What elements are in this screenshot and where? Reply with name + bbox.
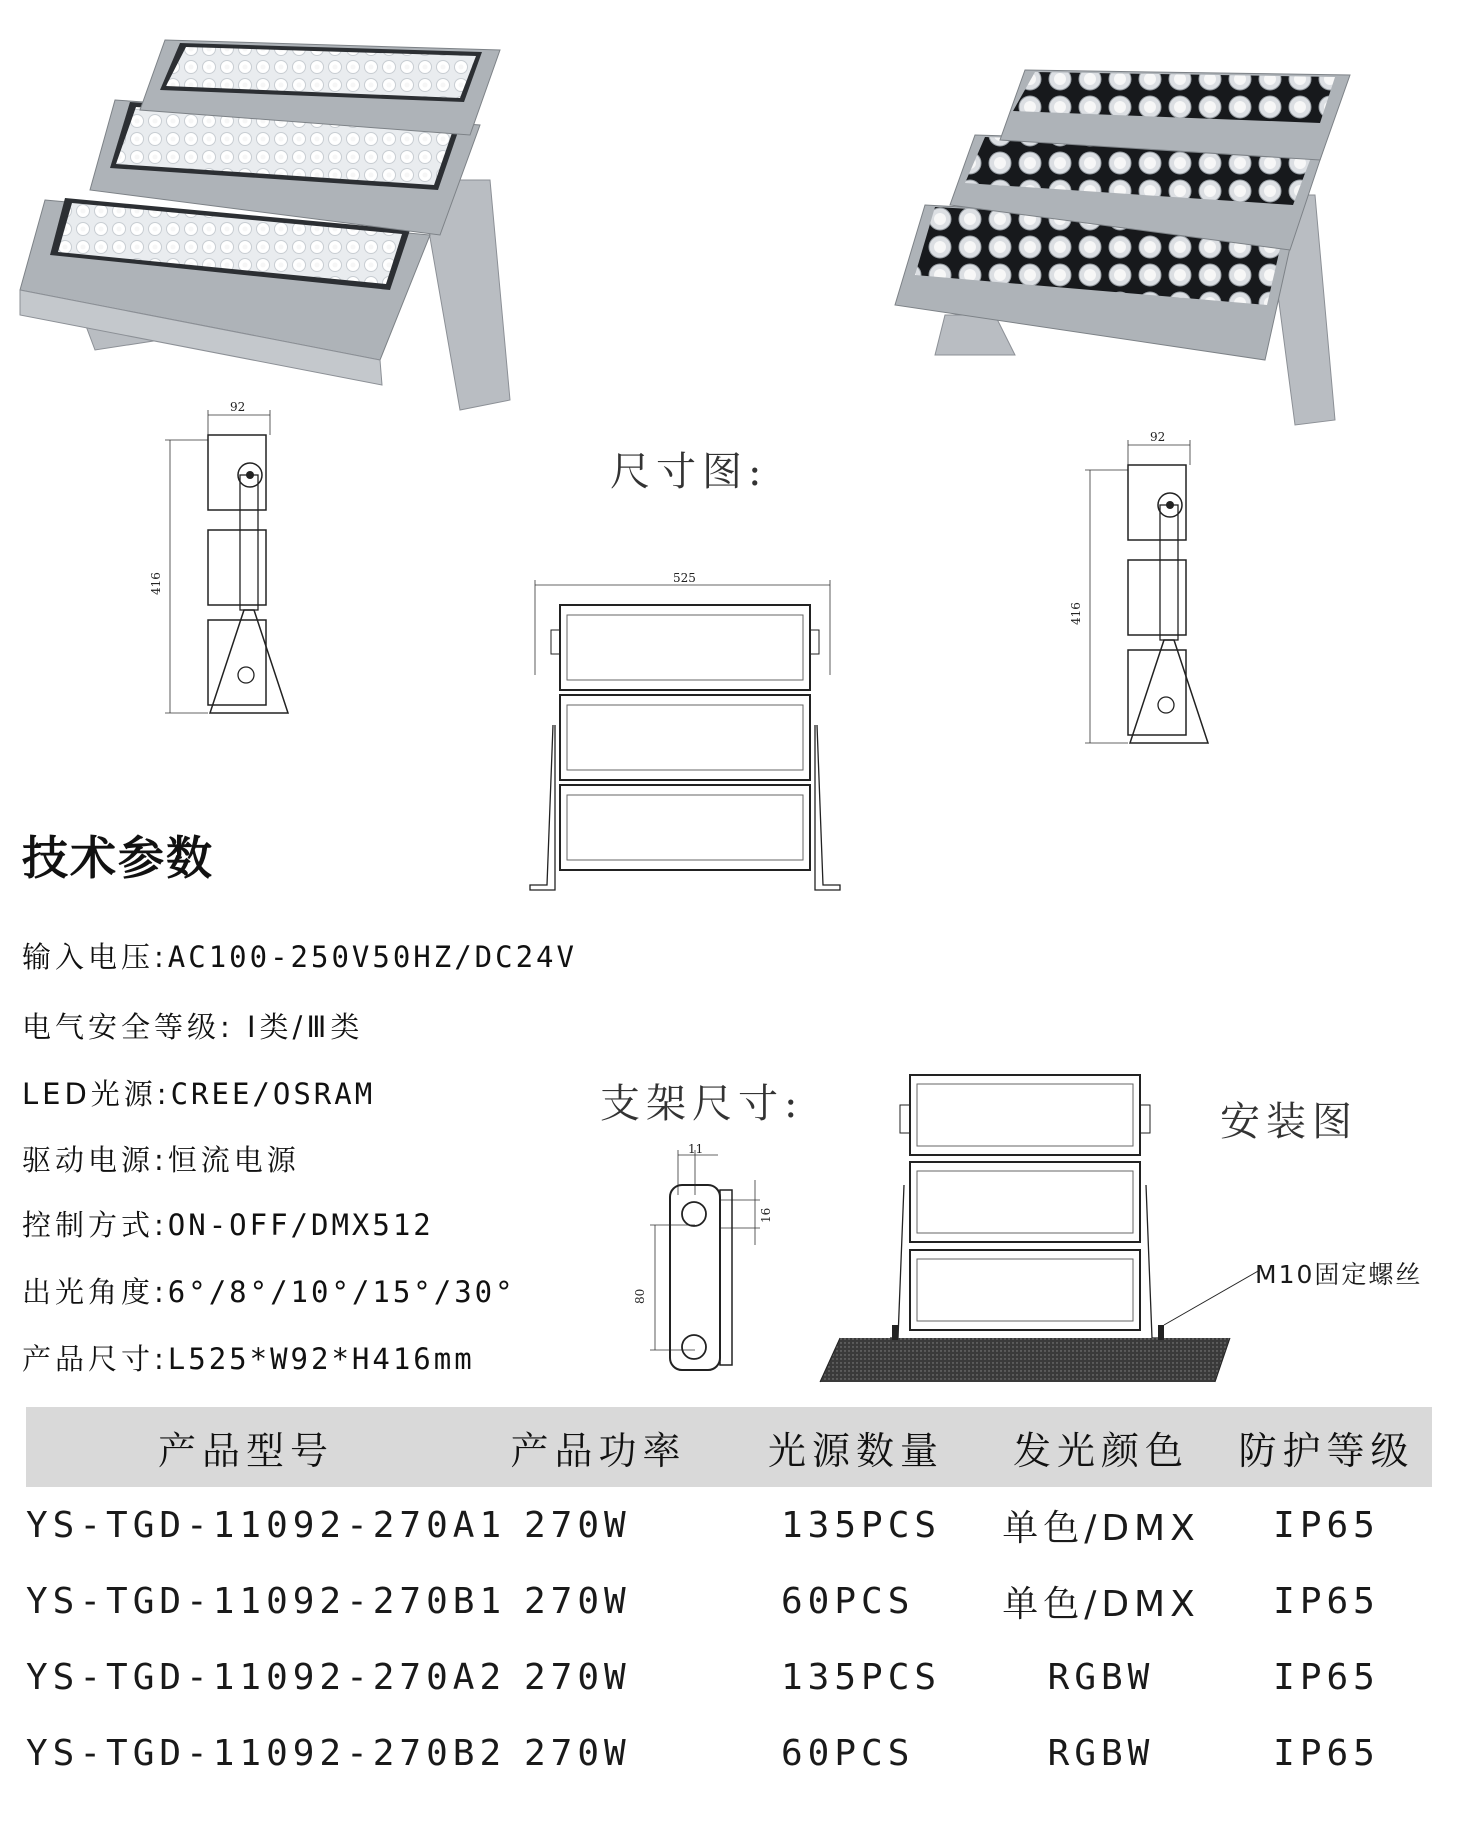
spec-dimensions: 产品尺寸:L525*W92*H416mm	[22, 1342, 475, 1376]
table-header	[26, 1407, 1432, 1487]
cell-led-count: 60PCS	[781, 1580, 915, 1622]
cell-model: YS-TGD-11092-270B2	[26, 1732, 507, 1774]
dim-16: 16	[759, 1207, 773, 1223]
table-row	[26, 1715, 1432, 1791]
header-power: 产品功率	[510, 1428, 687, 1473]
tech-params-title: 技术参数	[22, 831, 214, 885]
spec-input-voltage: 输入电压:AC100-250V50HZ/DC24V	[22, 940, 577, 974]
cell-led-count: 135PCS	[781, 1504, 942, 1546]
cell-ip-rating: IP65	[1273, 1732, 1380, 1774]
cell-power: 270W	[524, 1732, 631, 1774]
product-image-a	[20, 40, 520, 420]
cell-led-count: 135PCS	[781, 1656, 942, 1698]
bracket-drawing	[630, 1140, 780, 1380]
install-drawing-label: 安装图	[1220, 1099, 1358, 1145]
cell-ip-rating: IP65	[1273, 1656, 1380, 1698]
dim-92-right: 92	[1150, 430, 1166, 444]
spec-led-source: LED光源:CREE/OSRAM	[22, 1077, 376, 1111]
cell-power: 270W	[524, 1504, 631, 1546]
spec-control: 控制方式:ON-OFF/DMX512	[22, 1208, 434, 1242]
cell-power: 270W	[524, 1580, 631, 1622]
dim-80: 80	[633, 1288, 647, 1304]
dim-11: 11	[688, 1142, 704, 1156]
bracket-size-label: 支架尺寸:	[600, 1081, 804, 1127]
table-row	[26, 1639, 1432, 1715]
spec-safety-class: 电气安全等级: Ⅰ类/Ⅲ类	[22, 1010, 364, 1044]
dim-416-left: 416	[149, 572, 163, 595]
header-color: 发光颜色	[1012, 1428, 1189, 1473]
cell-color: 单色/DMX	[1002, 1583, 1200, 1625]
cell-model: YS-TGD-11092-270B1	[26, 1580, 507, 1622]
table-row	[26, 1487, 1432, 1563]
header-model: 产品型号	[157, 1428, 334, 1473]
cell-color: RGBW	[1047, 1656, 1155, 1698]
cell-power: 270W	[524, 1656, 631, 1698]
spec-beam-angle: 出光角度:6°/8°/10°/15°/30°	[22, 1275, 516, 1309]
table-row	[26, 1563, 1432, 1639]
cell-model: YS-TGD-11092-270A2	[26, 1656, 507, 1698]
screw-note: M10固定螺丝	[1255, 1260, 1423, 1289]
spec-driver: 驱动电源:恒流电源	[22, 1143, 300, 1177]
product-table	[26, 1407, 1432, 1791]
cell-color: 单色/DMX	[1002, 1507, 1200, 1549]
cell-led-count: 60PCS	[781, 1732, 915, 1774]
cell-ip-rating: IP65	[1273, 1580, 1380, 1622]
header-led-count: 光源数量	[767, 1428, 944, 1473]
side-view-drawing-left	[149, 400, 300, 725]
dim-416-right: 416	[1069, 602, 1083, 625]
cell-ip-rating: IP65	[1273, 1504, 1380, 1546]
product-image-b	[895, 65, 1355, 425]
header-ip-rating: 防护等级	[1238, 1428, 1415, 1473]
dim-525: 525	[673, 571, 696, 585]
dim-92-left: 92	[230, 400, 246, 414]
install-drawing	[820, 1070, 1240, 1390]
cell-color: RGBW	[1047, 1732, 1155, 1774]
front-view-drawing	[525, 571, 865, 895]
cell-model: YS-TGD-11092-270A1	[26, 1504, 507, 1546]
dimension-drawing-label: 尺寸图:	[610, 449, 768, 495]
side-view-drawing-right	[1069, 430, 1220, 755]
